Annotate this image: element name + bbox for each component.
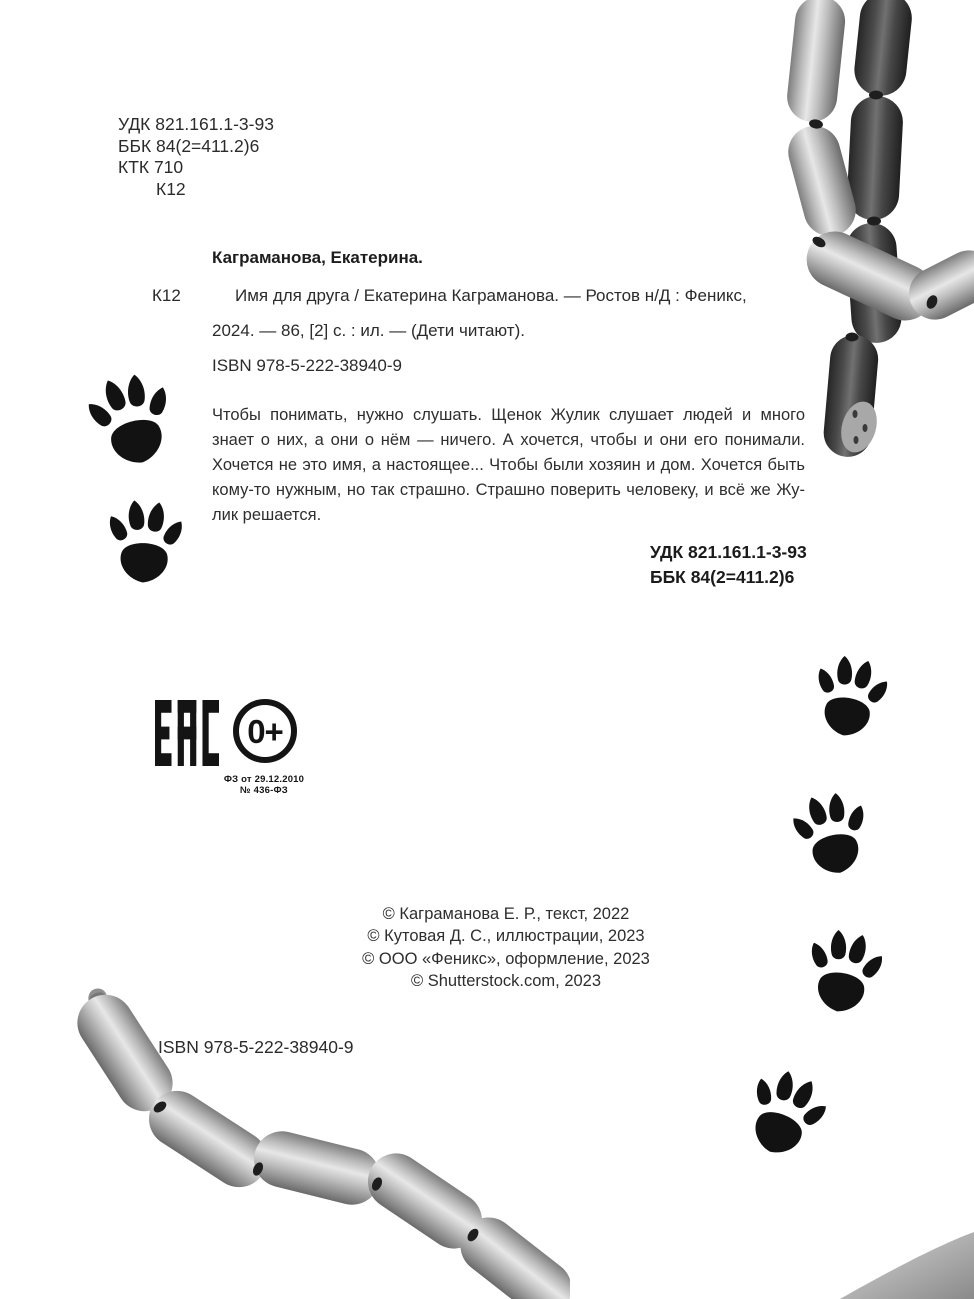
bib-title-line: Имя для друга / Екатерина Каграманова. — Ростов н/Д : Феникс, xyxy=(235,286,747,305)
bbk-bold-line: ББК 84(2=411.2)6 xyxy=(650,567,795,587)
annotation-paragraph xyxy=(212,403,805,528)
copyright-line: © Кутовая Д. С., иллюстрации, 2023 xyxy=(367,927,645,946)
law-reference-line: ФЗ от 29.12.2010 xyxy=(223,774,305,785)
age-rating-badge xyxy=(233,699,297,763)
eac-logo xyxy=(155,700,219,766)
sausage-chain-bottom-illustration xyxy=(55,985,570,1299)
author-sign-line: К12 xyxy=(156,178,186,199)
bib-isbn-line: ISBN 978-5-222-38940-9 xyxy=(212,356,402,375)
annotation-line: кому-то нужным, но так страшно. Страшно поверить человеку, и всё же Жу- xyxy=(212,481,805,499)
annotation-line: лик решается. xyxy=(212,506,322,524)
paw-print-icon xyxy=(731,1058,840,1170)
ktk-code-line: КТК 710 xyxy=(118,157,184,178)
copyright-line: © Shutterstock.com, 2023 xyxy=(410,971,602,990)
classification-bold-block xyxy=(650,540,807,590)
udk-code-line: УДК 821.161.1-3-93 xyxy=(118,114,274,134)
annotation-line: знает о них, а они о нём — ничего. А хочется, чтобы и они его понимали. xyxy=(212,431,805,449)
age-rating-text: 0+ xyxy=(247,712,283,750)
bib-author-line: Каграманова, Екатерина. xyxy=(212,248,423,267)
gray-corner-illustration xyxy=(840,1219,974,1299)
isbn-bottom-line: ISBN 978-5-222-38940-9 xyxy=(158,1037,354,1057)
udk-bold-line: УДК 821.161.1-3-93 xyxy=(650,542,807,562)
law-reference xyxy=(214,774,314,796)
law-reference-line: № 436-ФЗ xyxy=(240,785,288,796)
copyright-line: © ООО «Феникс», оформление, 2023 xyxy=(362,949,650,968)
paw-print-icon xyxy=(795,923,892,1020)
annotation-line: Хочется не это имя, а настоящее... Чтобы были хозяин и дом. Хочется быть xyxy=(212,456,805,474)
copyright-line: © Каграманова Е. Р., текст, 2022 xyxy=(382,905,630,923)
paw-print-icon xyxy=(803,650,896,745)
annotation-line: Чтобы понимать, нужно слушать. Щенок Жулик слушает людей и много xyxy=(212,406,805,424)
bbk-code-line: ББК 84(2=411.2)6 xyxy=(118,135,260,156)
sausage-chain-top-illustration xyxy=(764,0,974,470)
paw-print-icon xyxy=(102,496,188,588)
paw-print-icon xyxy=(784,785,880,884)
classification-block xyxy=(118,114,274,200)
copyright-block xyxy=(286,903,726,992)
paw-print-icon xyxy=(75,364,188,476)
bib-entry-code: К12 xyxy=(152,286,181,305)
bib-collation-line: 2024. — 86, [2] с. : ил. — (Дети читают). xyxy=(212,321,525,340)
